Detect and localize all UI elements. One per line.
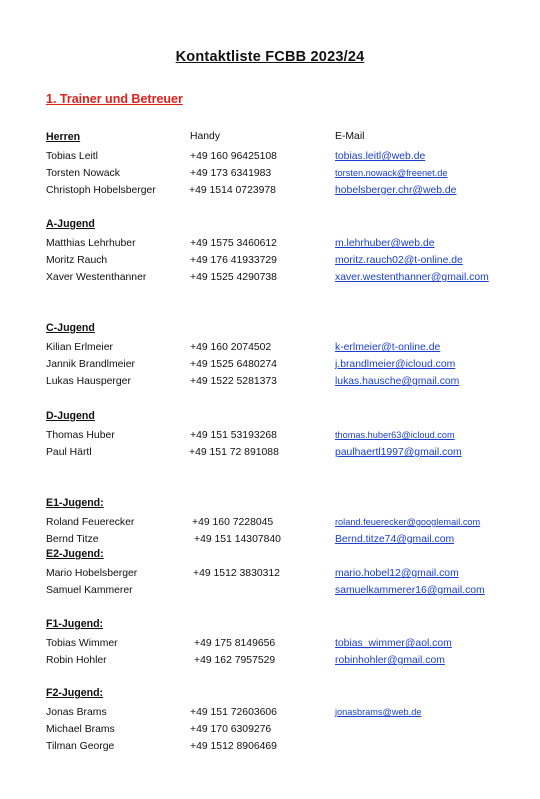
column-header-phone: Handy — [190, 131, 221, 142]
contact-row — [0, 270, 540, 285]
contact-name: Tobias Leitl — [46, 151, 98, 162]
contact-phone: +49 170 6309276 — [190, 724, 272, 735]
contact-phone: +49 160 2074502 — [190, 342, 272, 353]
contact-row — [0, 566, 540, 581]
contact-name: Tilman George — [46, 741, 115, 752]
contact-phone: +49 151 72 891088 — [189, 447, 279, 458]
contact-phone: +49 160 96425108 — [190, 151, 277, 162]
group-heading: C-Jugend — [46, 322, 95, 334]
contact-row — [0, 532, 540, 547]
contact-row — [0, 340, 540, 355]
contact-row — [0, 357, 540, 372]
contact-email-link[interactable]: tobias.leitl@web.de — [335, 151, 426, 162]
contact-name: Moritz Rauch — [46, 255, 108, 266]
contact-email-link[interactable]: moritz.rauch02@t-online.de — [335, 255, 463, 266]
group-heading: Herren — [46, 131, 81, 143]
contact-phone: +49 1525 4290738 — [190, 272, 277, 283]
contact-phone: +49 175 8149656 — [194, 638, 276, 649]
contact-name: Paul Härtl — [46, 447, 92, 458]
contact-phone: +49 173 6341983 — [190, 168, 272, 179]
contact-name: Roland Feuerecker — [46, 517, 135, 528]
contact-email-link[interactable]: roland.feuerecker@googlemail.com — [335, 517, 481, 527]
contact-name: Torsten Nowack — [46, 168, 120, 179]
contact-phone: +49 1525 6480274 — [190, 359, 277, 370]
group-heading: E1-Jugend: — [46, 497, 104, 509]
contact-name: Matthias Lehrhuber — [46, 238, 136, 249]
contact-name: Bernd Titze — [46, 534, 99, 545]
contact-phone: +49 176 41933729 — [190, 255, 277, 266]
contact-row — [0, 636, 540, 651]
contact-row — [0, 583, 540, 598]
contact-phone: +49 1575 3460612 — [190, 238, 277, 249]
contact-email-link[interactable]: xaver.westenthanner@gmail.com — [335, 272, 489, 283]
contact-name: Michael Brams — [46, 724, 115, 735]
column-header-email: E-Mail — [335, 131, 365, 142]
contact-email-link[interactable]: m.lehrhuber@web.de — [335, 238, 435, 249]
contact-row — [0, 166, 540, 181]
contact-row — [0, 149, 540, 164]
contact-phone: +49 1512 8906469 — [190, 741, 277, 752]
contact-email-link[interactable]: lukas.hausche@gmail.com — [335, 376, 460, 387]
document-title: Kontaktliste FCBB 2023/24 — [175, 49, 365, 65]
contact-email-link[interactable]: k-erlmeier@t-online.de — [335, 342, 441, 353]
contact-name: Jonas Brams — [46, 707, 107, 718]
contact-name: Samuel Kammerer — [46, 585, 133, 596]
contact-row — [0, 445, 540, 460]
contact-phone: +49 1514 0723978 — [189, 185, 276, 196]
group-heading: A-Jugend — [46, 218, 95, 230]
contact-name: Kilian Erlmeier — [46, 342, 113, 353]
contact-phone: +49 151 72603606 — [190, 707, 277, 718]
contact-name: Tobias Wimmer — [46, 638, 118, 649]
contact-phone: +49 160 7228045 — [192, 517, 274, 528]
contact-email-link[interactable]: jonasbrams@web.de — [335, 707, 422, 717]
contact-email-link[interactable]: mario.hobel12@gmail.com — [335, 568, 459, 579]
contact-row — [0, 739, 540, 754]
contact-row — [0, 236, 540, 251]
contact-email-link[interactable]: paulhaertl1997@gmail.com — [335, 447, 462, 458]
contact-phone: +49 1522 5281373 — [190, 376, 277, 387]
contact-row — [0, 705, 540, 720]
contact-row — [0, 253, 540, 268]
contact-email-link[interactable]: torsten.nowack@freenet.de — [335, 168, 448, 178]
contact-email-link[interactable]: hobelsberger.chr@web.de — [335, 185, 457, 196]
contact-name: Robin Hohler — [46, 655, 107, 666]
contact-row — [0, 722, 540, 737]
contact-name: Xaver Westenthanner — [46, 272, 147, 283]
group-heading: D-Jugend — [46, 410, 95, 422]
group-heading: E2-Jugend: — [46, 548, 104, 560]
contact-email-link[interactable]: thomas.huber63@icloud.com — [335, 430, 455, 440]
contact-phone: +49 162 7957529 — [194, 655, 276, 666]
section-title: 1. Trainer und Betreuer — [46, 92, 183, 106]
contact-name: Jannik Brandlmeier — [46, 359, 135, 370]
contact-email-link[interactable]: Bernd.titze74@gmail.com — [335, 534, 455, 545]
contact-row — [0, 374, 540, 389]
contact-email-link[interactable]: j.brandlmeier@icloud.com — [335, 359, 456, 370]
contact-name: Lukas Hausperger — [46, 376, 131, 387]
contact-row — [0, 428, 540, 443]
contact-row — [0, 653, 540, 668]
contact-name: Mario Hobelsberger — [46, 568, 138, 579]
contact-phone: +49 151 53193268 — [190, 430, 277, 441]
contact-email-link[interactable]: samuelkammerer16@gmail.com — [335, 585, 485, 596]
contact-row — [0, 515, 540, 530]
group-heading: F2-Jugend: — [46, 687, 104, 699]
contact-phone: +49 151 14307840 — [194, 534, 281, 545]
group-heading: F1-Jugend: — [46, 618, 104, 630]
contact-row — [0, 183, 540, 198]
contact-email-link[interactable]: tobias_wimmer@aol.com — [335, 638, 452, 649]
contact-email-link[interactable]: robinhohler@gmail.com — [335, 655, 445, 666]
contact-name: Thomas Huber — [46, 430, 115, 441]
contact-phone: +49 1512 3830312 — [193, 568, 280, 579]
contact-name: Christoph Hobelsberger — [46, 185, 156, 196]
